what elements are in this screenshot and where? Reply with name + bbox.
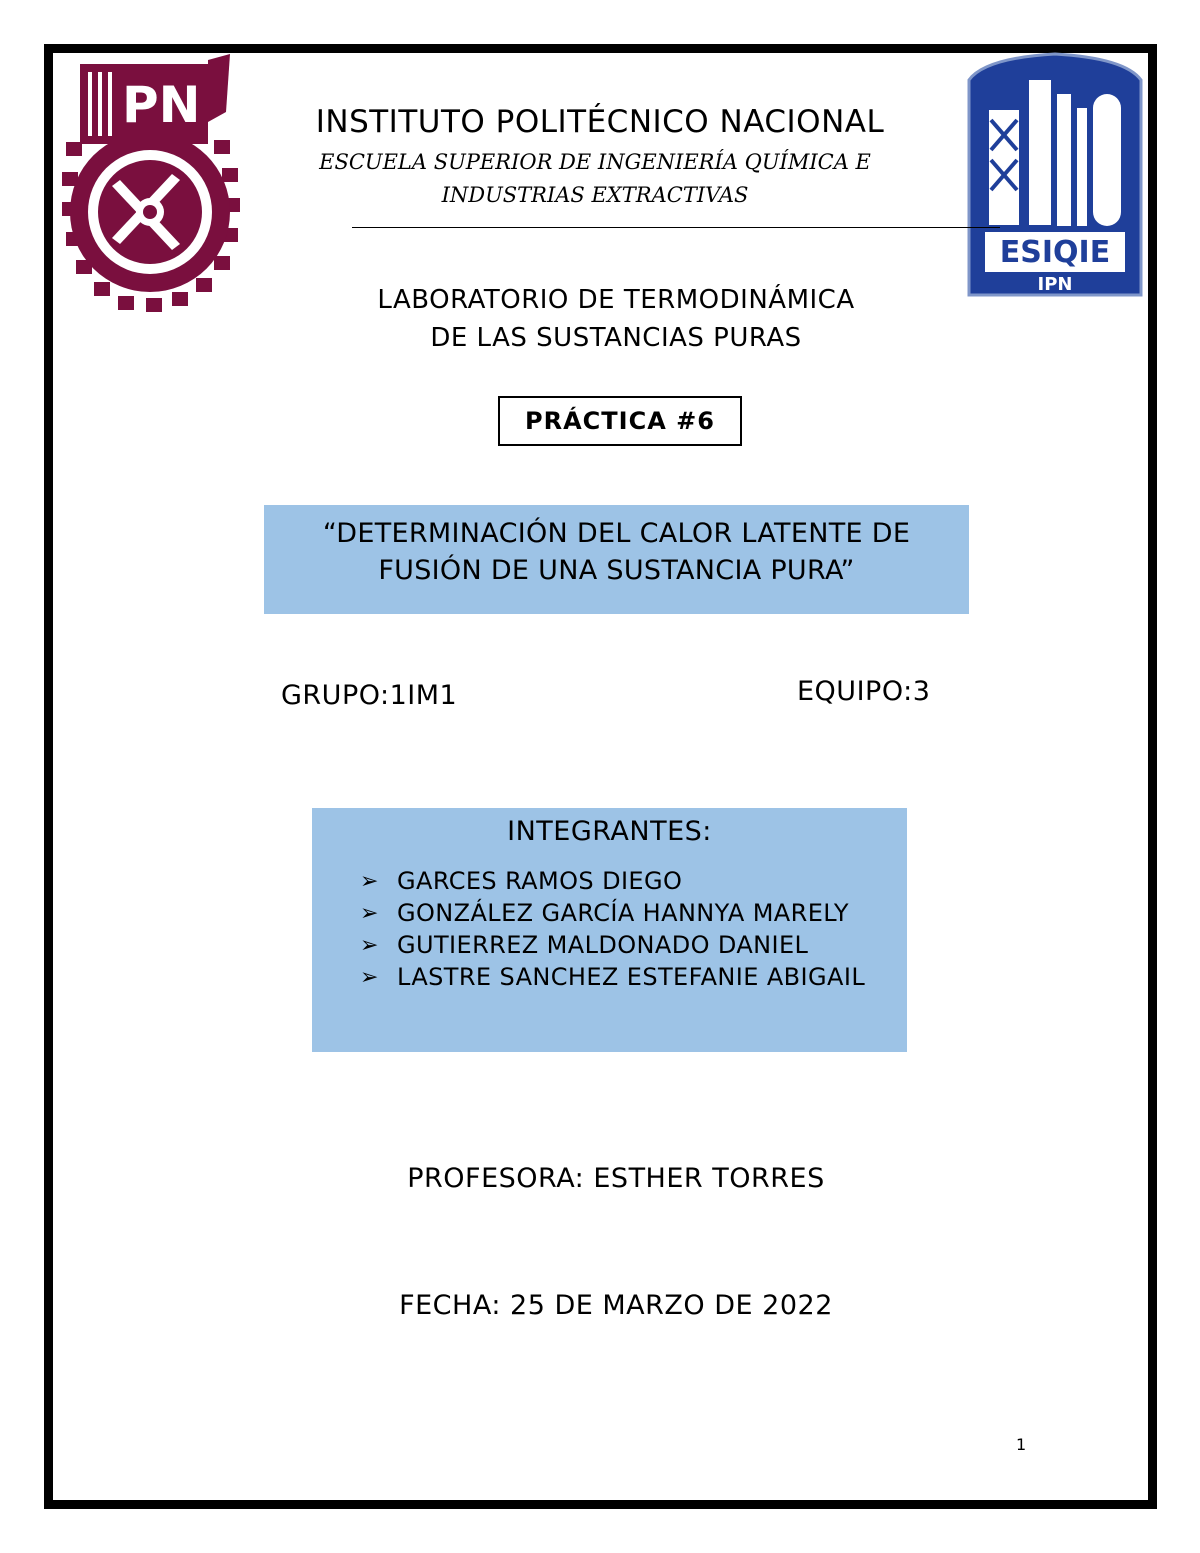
svg-text:ESIQIE: ESIQIE xyxy=(999,235,1111,270)
laboratory-title-line2: DE LAS SUSTANCIAS PURAS xyxy=(430,323,802,353)
member-name: GUTIERREZ MALDONADO DANIEL xyxy=(397,931,809,959)
date-label: FECHA: 25 DE MARZO DE 2022 xyxy=(399,1290,833,1321)
arrow-bullet-icon: ➢ xyxy=(360,869,379,894)
institution-title: INSTITUTO POLITÉCNICO NACIONAL xyxy=(315,104,885,140)
ipn-logo xyxy=(58,52,240,314)
teacher-label: PROFESORA: ESTHER TORRES xyxy=(407,1163,825,1194)
svg-text:PN: PN xyxy=(122,76,201,134)
list-item xyxy=(360,898,880,929)
group-label: GRUPO:1IM1 xyxy=(281,680,458,711)
school-name-line1: ESCUELA SUPERIOR DE INGENIERÍA QUÍMICA E xyxy=(319,150,871,174)
members-list xyxy=(360,866,880,994)
laboratory-title xyxy=(300,281,932,357)
page-number: 1 xyxy=(1016,1435,1027,1454)
team-label: EQUIPO:3 xyxy=(797,676,931,707)
svg-text:IPN: IPN xyxy=(1037,274,1073,295)
arrow-bullet-icon: ➢ xyxy=(360,933,379,958)
topic-box xyxy=(264,505,969,614)
member-name: GARCES RAMOS DIEGO xyxy=(397,867,683,895)
practice-label: PRÁCTICA #6 xyxy=(498,396,742,446)
esiqie-logo xyxy=(965,50,1145,297)
list-item xyxy=(360,930,880,961)
list-item xyxy=(360,962,880,993)
list-item xyxy=(360,866,880,897)
member-name: LASTRE SANCHEZ ESTEFANIE ABIGAIL xyxy=(397,963,866,991)
school-name xyxy=(300,146,890,212)
topic-line2: FUSIÓN DE UNA SUSTANCIA PURA” xyxy=(378,555,855,586)
arrow-bullet-icon: ➢ xyxy=(360,965,379,990)
members-box xyxy=(312,808,907,1052)
members-title: INTEGRANTES: xyxy=(507,816,712,847)
arrow-bullet-icon: ➢ xyxy=(360,901,379,926)
header-divider xyxy=(352,227,1000,228)
school-name-line2: INDUSTRIAS EXTRACTIVAS xyxy=(441,183,749,207)
topic-line1: “DETERMINACIÓN DEL CALOR LATENTE DE xyxy=(322,518,911,549)
member-name: GONZÁLEZ GARCÍA HANNYA MARELY xyxy=(397,899,849,927)
laboratory-title-line1: LABORATORIO DE TERMODINÁMICA xyxy=(377,285,855,315)
